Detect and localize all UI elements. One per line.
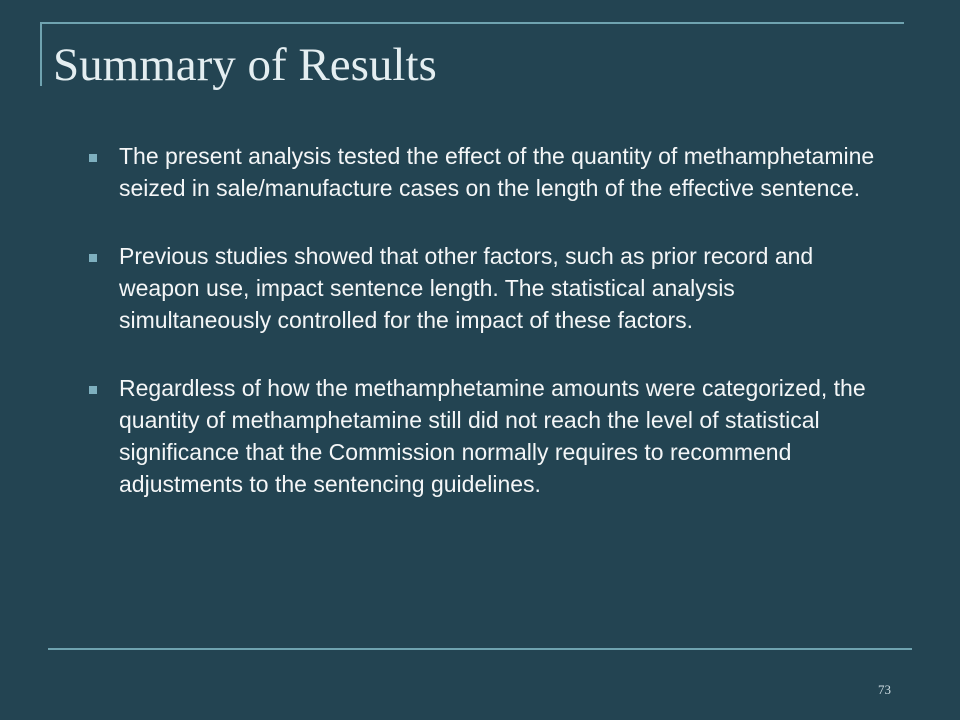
bottom-divider	[48, 648, 912, 650]
top-divider	[40, 22, 904, 24]
square-bullet-icon	[89, 154, 97, 162]
slide-title: Summary of Results	[53, 39, 437, 91]
left-divider	[40, 22, 42, 86]
square-bullet-icon	[89, 386, 97, 394]
bullet-text: Previous studies showed that other factors, such as prior record and weapon use, impact sentence length. The statistical analysis simultaneously controlled for the impact of these factors.	[119, 243, 814, 333]
bullet-item	[88, 140, 888, 204]
bullet-item	[88, 240, 888, 336]
page-number: 73	[878, 682, 891, 697]
bullet-text: The present analysis tested the effect of the quantity of methamphetamine seized in sale/manufacture cases on the length of the effective sentence.	[119, 143, 875, 201]
bullet-list	[88, 140, 888, 500]
bullet-text: Regardless of how the methamphetamine amounts were categorized, the quantity of methamphetamine still did not reach the level of statistical significance that the Commission normally requires to recommend adjustments to the sentencing guidelines.	[119, 375, 866, 497]
square-bullet-icon	[89, 254, 97, 262]
bullet-item	[88, 372, 888, 500]
